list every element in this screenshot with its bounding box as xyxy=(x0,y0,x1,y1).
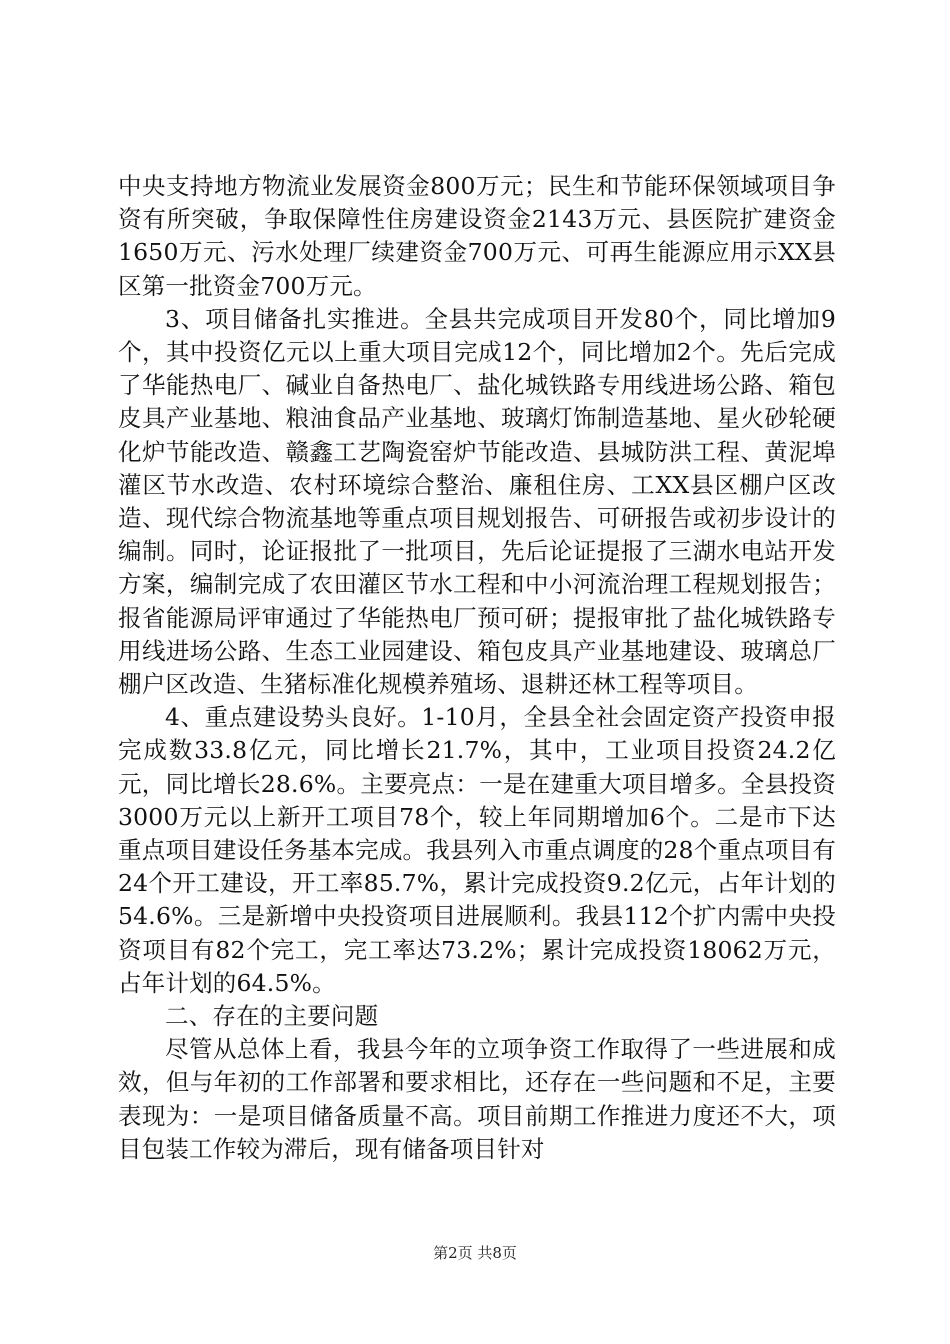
document-body xyxy=(118,170,836,1166)
paragraph-key-construction: 4、重点建设势头良好。1-10月，全县全社会固定资产投资申报完成数33.8亿元，同比增长21.7%，其中，工业项目投资24.2亿元，同比增长28.6%。主要亮点：一是在建重大项目增多。全县投资3000万元以上新开工项目78个，较上年同期增加6个。二是市下达重点项目建设任务基本完成。我县列入市重点调度的28个重点项目有24个开工建设，开工率85.7%，累计完成投资9.2亿元，占年计划的54.6%。三是新增中央投资项目进展顺利。我县112个扩内需中央投资项目有82个完工，完工率达73.2%；累计完成投资18062万元，占年计划的64.5%。 xyxy=(118,703,836,997)
paragraph-problems: 尽管从总体上看，我县今年的立项争资工作取得了一些进展和成效，但与年初的工作部署和要求相比，还存在一些问题和不足，主要表现为：一是项目储备质量不高。项目前期工作推进力度还不大，项目包装工作较为滞后，现有储备项目针对 xyxy=(118,1035,836,1163)
section-heading-main-problems: 二、存在的主要问题 xyxy=(165,1002,379,1031)
paragraph-project-reserve: 3、项目储备扎实推进。全县共完成项目开发80个，同比增加9个，其中投资亿元以上重大项目完成12个，同比增加2个。先后完成了华能热电厂、碱业自备热电厂、盐化城铁路专用线进场公路、箱包皮具产业基地、粮油食品产业基地、玻璃灯饰制造基地、星火砂轮硬化炉节能改造、赣鑫工艺陶瓷窑炉节能改造、县城防洪工程、黄泥埠灌区节水改造、农村环境综合整治、廉租住房、工XX县区棚户区改造、现代综合物流基地等重点项目规划报告、可研报告或初步设计的编制。同时，论证报批了一批项目，先后论证提报了三湖水电站开发方案，编制完成了农田灌区节水工程和中小河流治理工程规划报告；报省能源局评审通过了华能热电厂预可研；提报审批了盐化城铁路专用线进场公路、生态工业园建设、箱包皮具产业基地建设、玻璃总厂棚户区改造、生猪标准化规模养殖场、退耕还林工程等项目。 xyxy=(118,304,836,699)
paragraph-funding-continued: 中央支持地方物流业发展资金800万元；民生和节能环保领域项目争资有所突破，争取保障性住房建设资金2143万元、县医院扩建资金1650万元、污水处理厂续建资金700万元、可再生能源应用示XX县区第一批资金700万元。 xyxy=(118,172,836,300)
page-number-footer: 第2页 共8页 xyxy=(433,1244,517,1262)
